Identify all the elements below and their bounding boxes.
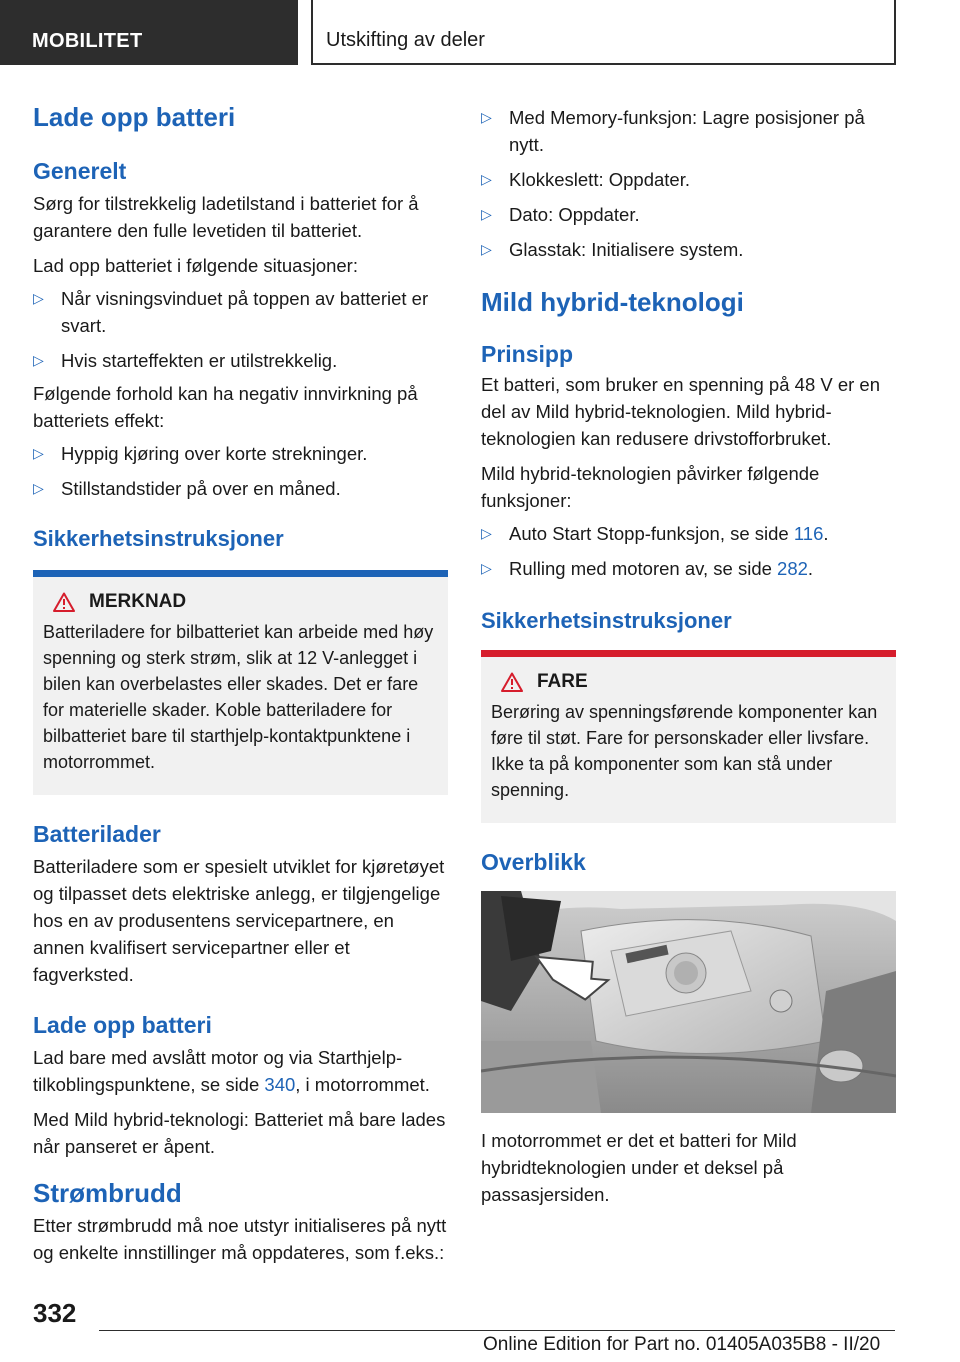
outage-items-list (481, 104, 896, 263)
left-column (33, 100, 448, 1266)
general-paragraph-3: Følgende forhold kan ha negativ innvirkning på batteriets effekt: (33, 383, 418, 431)
triangle-bullet-icon: ▷ (481, 109, 492, 125)
page-link-282[interactable]: 282 (777, 558, 808, 579)
header-chapter-label: Utskifting av deler (326, 29, 485, 51)
heading-charger: Batterilader (33, 821, 161, 847)
overview-caption: I motorrommet er det et batteri for Mild hybridteknologien under et deksel på passasjersiden. (481, 1130, 797, 1205)
heading-safety: Sikkerhetsinstruksjoner (33, 526, 284, 551)
conditions-list (33, 440, 448, 502)
list-item: ▷ Klokkeslett: Oppdater. (481, 166, 896, 193)
list-item: ▷ Hvis starteffekten er utilstrekkelig. (33, 347, 448, 374)
list-item: ▷ Med Memory-funksjon: Lagre posisjoner på nytt. (481, 104, 896, 158)
engine-bay-illustration (481, 891, 896, 1113)
heading-principle: Prinsipp (481, 341, 574, 367)
footer-divider (99, 1330, 895, 1331)
section-title-mild-hybrid: Mild hybrid-teknologi (481, 287, 744, 317)
principle-paragraph-2: Mild hybrid-teknologien påvirker følgende funksjoner: (481, 463, 820, 511)
triangle-bullet-icon: ▷ (481, 206, 492, 222)
list-item: ▷ Hyppig kjøring over korte strekninger. (33, 440, 448, 467)
section-title-charge-battery: Lade opp batteri (33, 102, 236, 132)
heading-general: Generelt (33, 158, 127, 184)
notice-text: Berøring av spenningsførende komponenter kan føre til støt. Fare for personskader eller livsfare. Ikke ta på komponenter som kan stå under spenning. (491, 702, 878, 800)
charger-paragraph: Batteriladere som er spesielt utviklet for kjøretøyet og tilpasset dets elektriske anlegg, er tilgjengelige hos en av produsentens servicepartnere, en annen kvalifisert servicepartner eller et fagverksted. (33, 856, 445, 985)
warning-triangle-icon (501, 672, 523, 692)
list-item: ▷ Rulling med motoren av, se side 282. (481, 555, 896, 582)
heading-overview: Overblikk (481, 849, 586, 875)
triangle-bullet-icon: ▷ (33, 480, 44, 496)
charge-paragraph-2: Med Mild hybrid-teknologi: Batteriet må bare lades når panseret er åpent. (33, 1109, 446, 1157)
header-section-tab (0, 0, 298, 65)
triangle-bullet-icon: ▷ (481, 241, 492, 257)
triangle-bullet-icon: ▷ (481, 560, 492, 576)
right-column (481, 100, 896, 1208)
heading-power-outage: Strømbrudd (33, 1178, 182, 1208)
principle-paragraph-1: Et batteri, som bruker en spenning på 48 V er en del av Mild hybrid-teknologien. Mild hybrid-teknologien kan redusere drivstofforbruket. (481, 374, 881, 449)
warning-triangle-icon (53, 592, 75, 612)
danger-notice-box (481, 650, 896, 823)
general-paragraph-1: Sørg for tilstrekkelig ladetilstand i batteriet for å garantere den fulle levetiden til batteriet. (33, 193, 419, 241)
triangle-bullet-icon: ▷ (33, 445, 44, 461)
notice-text: Batteriladere for bilbatteriet kan arbeide med høy spenning og sterk strøm, slik at 12 V-anlegget i bilen kan overbelastes eller skades. Det er fare for materielle skader. Koble batteriladere for bilbatteriet bare til starthjelp-kontaktpunktene i motorrommet. (43, 622, 434, 772)
page-number: 332 (33, 1298, 77, 1328)
general-paragraph-2: Lad opp batteriet i følgende situasjoner: (33, 255, 358, 276)
triangle-bullet-icon: ▷ (33, 352, 44, 368)
footer-edition: Online Edition for Part no. 01405A035B8 - II/20 (483, 1334, 881, 1355)
engine-bay-image (481, 891, 896, 1113)
heading-safety-hybrid: Sikkerhetsinstruksjoner (481, 608, 732, 633)
notice-title: FARE (491, 671, 886, 693)
page-link-340[interactable]: 340 (264, 1074, 296, 1095)
list-item: ▷ Stillstandstider på over en måned. (33, 475, 448, 502)
triangle-bullet-icon: ▷ (33, 290, 44, 306)
page-link-116[interactable]: 116 (793, 523, 824, 544)
triangle-bullet-icon: ▷ (481, 525, 492, 541)
list-item: ▷ Dato: Oppdater. (481, 201, 896, 228)
list-item: ▷ Når visningsvinduet på toppen av batteriet er svart. (33, 285, 448, 339)
outage-paragraph: Etter strømbrudd må noe utstyr initialiseres på nytt og enkelte innstillinger må oppdateres, som f.eks.: (33, 1215, 447, 1263)
header-section-label: MOBILITET (32, 30, 143, 52)
triangle-bullet-icon: ▷ (481, 171, 492, 187)
header-chapter-box (311, 0, 896, 65)
charge-paragraph-1: Lad bare med avslått motor og via Starthjelp-tilkoblingspunktene, se side 340, i motorrommet. (33, 1047, 430, 1095)
functions-list (481, 520, 896, 582)
heading-charge-battery: Lade opp batteri (33, 1012, 212, 1038)
situations-list (33, 285, 448, 374)
list-item: ▷ Auto Start Stopp-funksjon, se side 116. (481, 520, 896, 547)
notice-box (33, 570, 448, 795)
notice-title: MERKNAD (43, 591, 438, 613)
list-item: ▷ Glasstak: Initialisere system. (481, 236, 896, 263)
